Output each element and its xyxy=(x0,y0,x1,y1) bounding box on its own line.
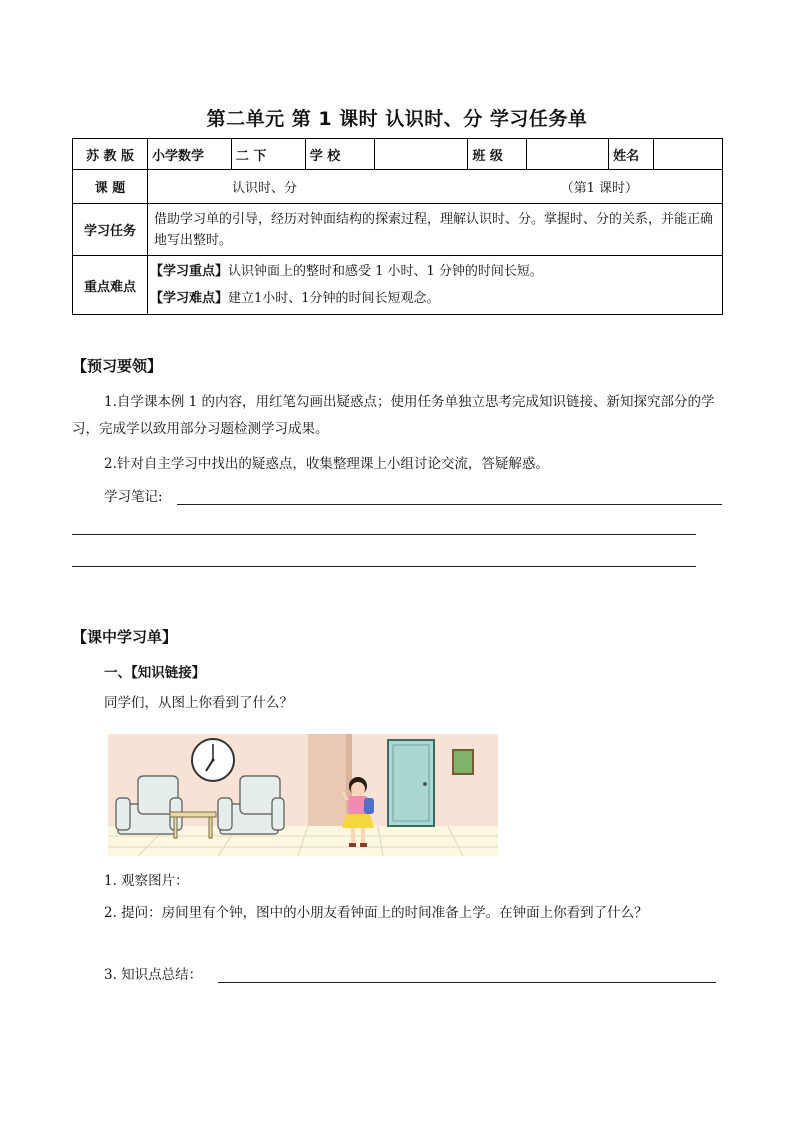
page-title: 第二单元 第 1 课时 认识时、分 学习任务单 xyxy=(206,108,588,130)
task-text: 借助学习单的引导，经历对钟面结构的探索过程，理解认识时、分。掌握时、分的关系，并能正确地写出整时。 xyxy=(147,204,722,256)
question-item: 2. 提问：房间里有个钟，图中的小朋友看钟面上的时间准备上学。在钟面上你看到了什么？ xyxy=(104,905,648,921)
key-point-line xyxy=(150,258,720,285)
name-field[interactable] xyxy=(654,139,723,170)
focus-cell xyxy=(147,256,722,315)
clock-icon xyxy=(192,739,234,781)
difficulty-text: 建立1小时、1分钟的时间长短观念。 xyxy=(227,291,440,306)
key-point-tag: 【学习重点】 xyxy=(149,264,228,279)
notes-line-2[interactable] xyxy=(72,534,696,535)
section-tag: 【知识链接】 xyxy=(131,665,206,681)
observe-item: 1. 观察图片： xyxy=(104,873,189,889)
grade-cell: 二 下 xyxy=(231,139,305,170)
topic-cell xyxy=(147,170,722,204)
inclass-heading: 【课中学习单】 xyxy=(72,628,178,646)
subject-cell: 小学数学 xyxy=(147,139,231,170)
lesson-number: （第1 课时） xyxy=(560,181,638,196)
summary-label: 3. 知识点总结： xyxy=(104,967,203,983)
task-row xyxy=(73,204,723,256)
focus-row xyxy=(73,256,723,315)
school-field[interactable] xyxy=(374,139,468,170)
class-label: 班 级 xyxy=(468,139,527,170)
info-table xyxy=(72,138,723,315)
section-number: 一、 xyxy=(104,665,131,681)
classroom-illustration xyxy=(108,734,498,856)
task-label: 学习任务 xyxy=(73,204,148,256)
knowledge-link-heading xyxy=(104,660,205,687)
preview-heading: 【预习要领】 xyxy=(72,357,163,375)
publisher-cell: 苏 教 版 xyxy=(73,139,148,170)
summary-line[interactable] xyxy=(218,982,716,983)
difficulty-line xyxy=(150,285,720,312)
question-text: 同学们，从图上你看到了什么？ xyxy=(104,695,293,711)
topic-text: 认识时、分 xyxy=(231,181,297,196)
notes-label: 学习笔记: xyxy=(104,489,163,505)
class-field[interactable] xyxy=(527,139,609,170)
school-label: 学 校 xyxy=(305,139,374,170)
name-label: 姓名 xyxy=(609,139,654,170)
header-row xyxy=(73,139,723,170)
topic-row xyxy=(73,170,723,204)
preview-item-2: 2.针对自主学习中找出的疑惑点，收集整理课上小组讨论交流，答疑解惑。 xyxy=(104,456,549,472)
focus-label: 重点难点 xyxy=(73,256,148,315)
key-point-text: 认识钟面上的整时和感受 1 小时、1 分钟的时间长短。 xyxy=(227,264,543,279)
notes-line-3[interactable] xyxy=(72,566,696,567)
preview-item-1: 1.自学课本例 1 的内容，用红笔勾画出疑惑点；使用任务单独立思考完成知识链接、新知探究部分的学习，完成学以致用部分习题检测学习成果。 xyxy=(72,394,715,437)
notes-line-1[interactable] xyxy=(177,504,722,505)
difficulty-tag: 【学习难点】 xyxy=(149,291,228,306)
topic-label: 课 题 xyxy=(73,170,148,204)
